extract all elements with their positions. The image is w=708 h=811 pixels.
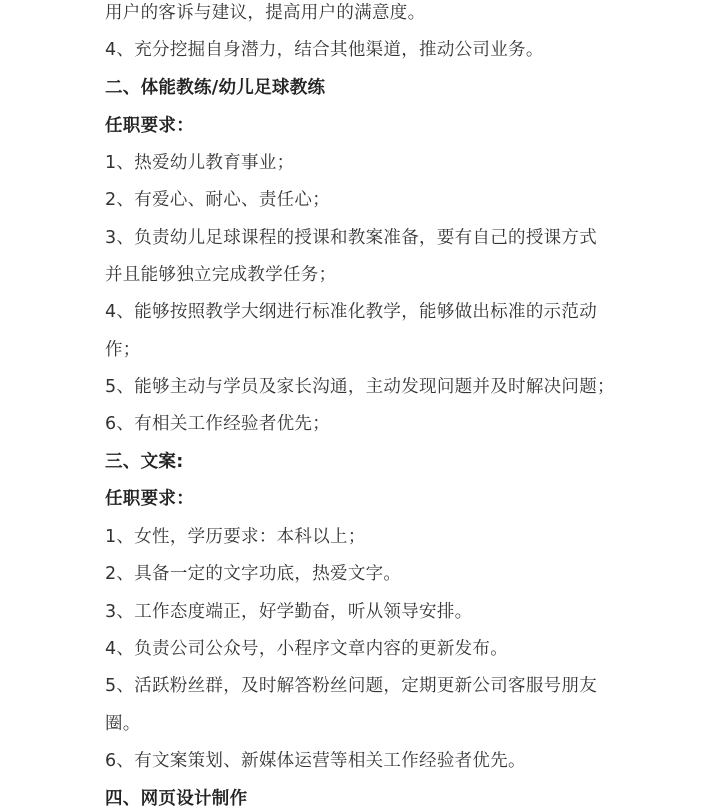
- text-line: 作；: [105, 340, 141, 360]
- list-item: 4、能够按照教学大纲进行标准化教学，能够做出标准的示范动: [105, 302, 598, 322]
- section-heading: 四、网页设计制作: [105, 789, 248, 809]
- list-item: 5、活跃粉丝群，及时解答粉丝问题，定期更新公司客服号朋友: [105, 676, 598, 696]
- list-item: 3、工作态度端正，好学勤奋，听从领导安排。: [105, 602, 473, 622]
- list-item: 2、有爱心、耐心、责任心；: [105, 190, 331, 210]
- requirements-heading: 任职要求：: [105, 489, 194, 509]
- list-item: 3、负责幼儿足球课程的授课和教案准备，要有自己的授课方式: [105, 228, 598, 248]
- list-item: 2、具备一定的文字功底，热爱文字。: [105, 564, 402, 584]
- list-item: 5、能够主动与学员及家长沟通，主动发现问题并及时解决问题；: [105, 377, 615, 397]
- list-item: 1、热爱幼儿教育事业；: [105, 153, 295, 173]
- list-item: 1、女性，学历要求：本科以上；: [105, 527, 366, 547]
- list-item: 6、有相关工作经验者优先；: [105, 414, 331, 434]
- text-line: 圈。: [105, 714, 141, 734]
- section-heading: 三、文案:: [105, 452, 184, 472]
- list-item: 6、有文案策划、新媒体运营等相关工作经验者优先。: [105, 751, 526, 771]
- requirements-heading: 任职要求：: [105, 116, 194, 136]
- list-item: 4、负责公司公众号，小程序文章内容的更新发布。: [105, 639, 509, 659]
- section-heading: 二、体能教练/幼儿足球教练: [105, 78, 326, 98]
- list-item: 4、充分挖掘自身潜力，结合其他渠道，推动公司业务。: [105, 40, 544, 60]
- text-line: 用户的客诉与建议，提高用户的满意度。: [105, 3, 426, 23]
- text-line: 并且能够独立完成教学任务；: [105, 265, 337, 285]
